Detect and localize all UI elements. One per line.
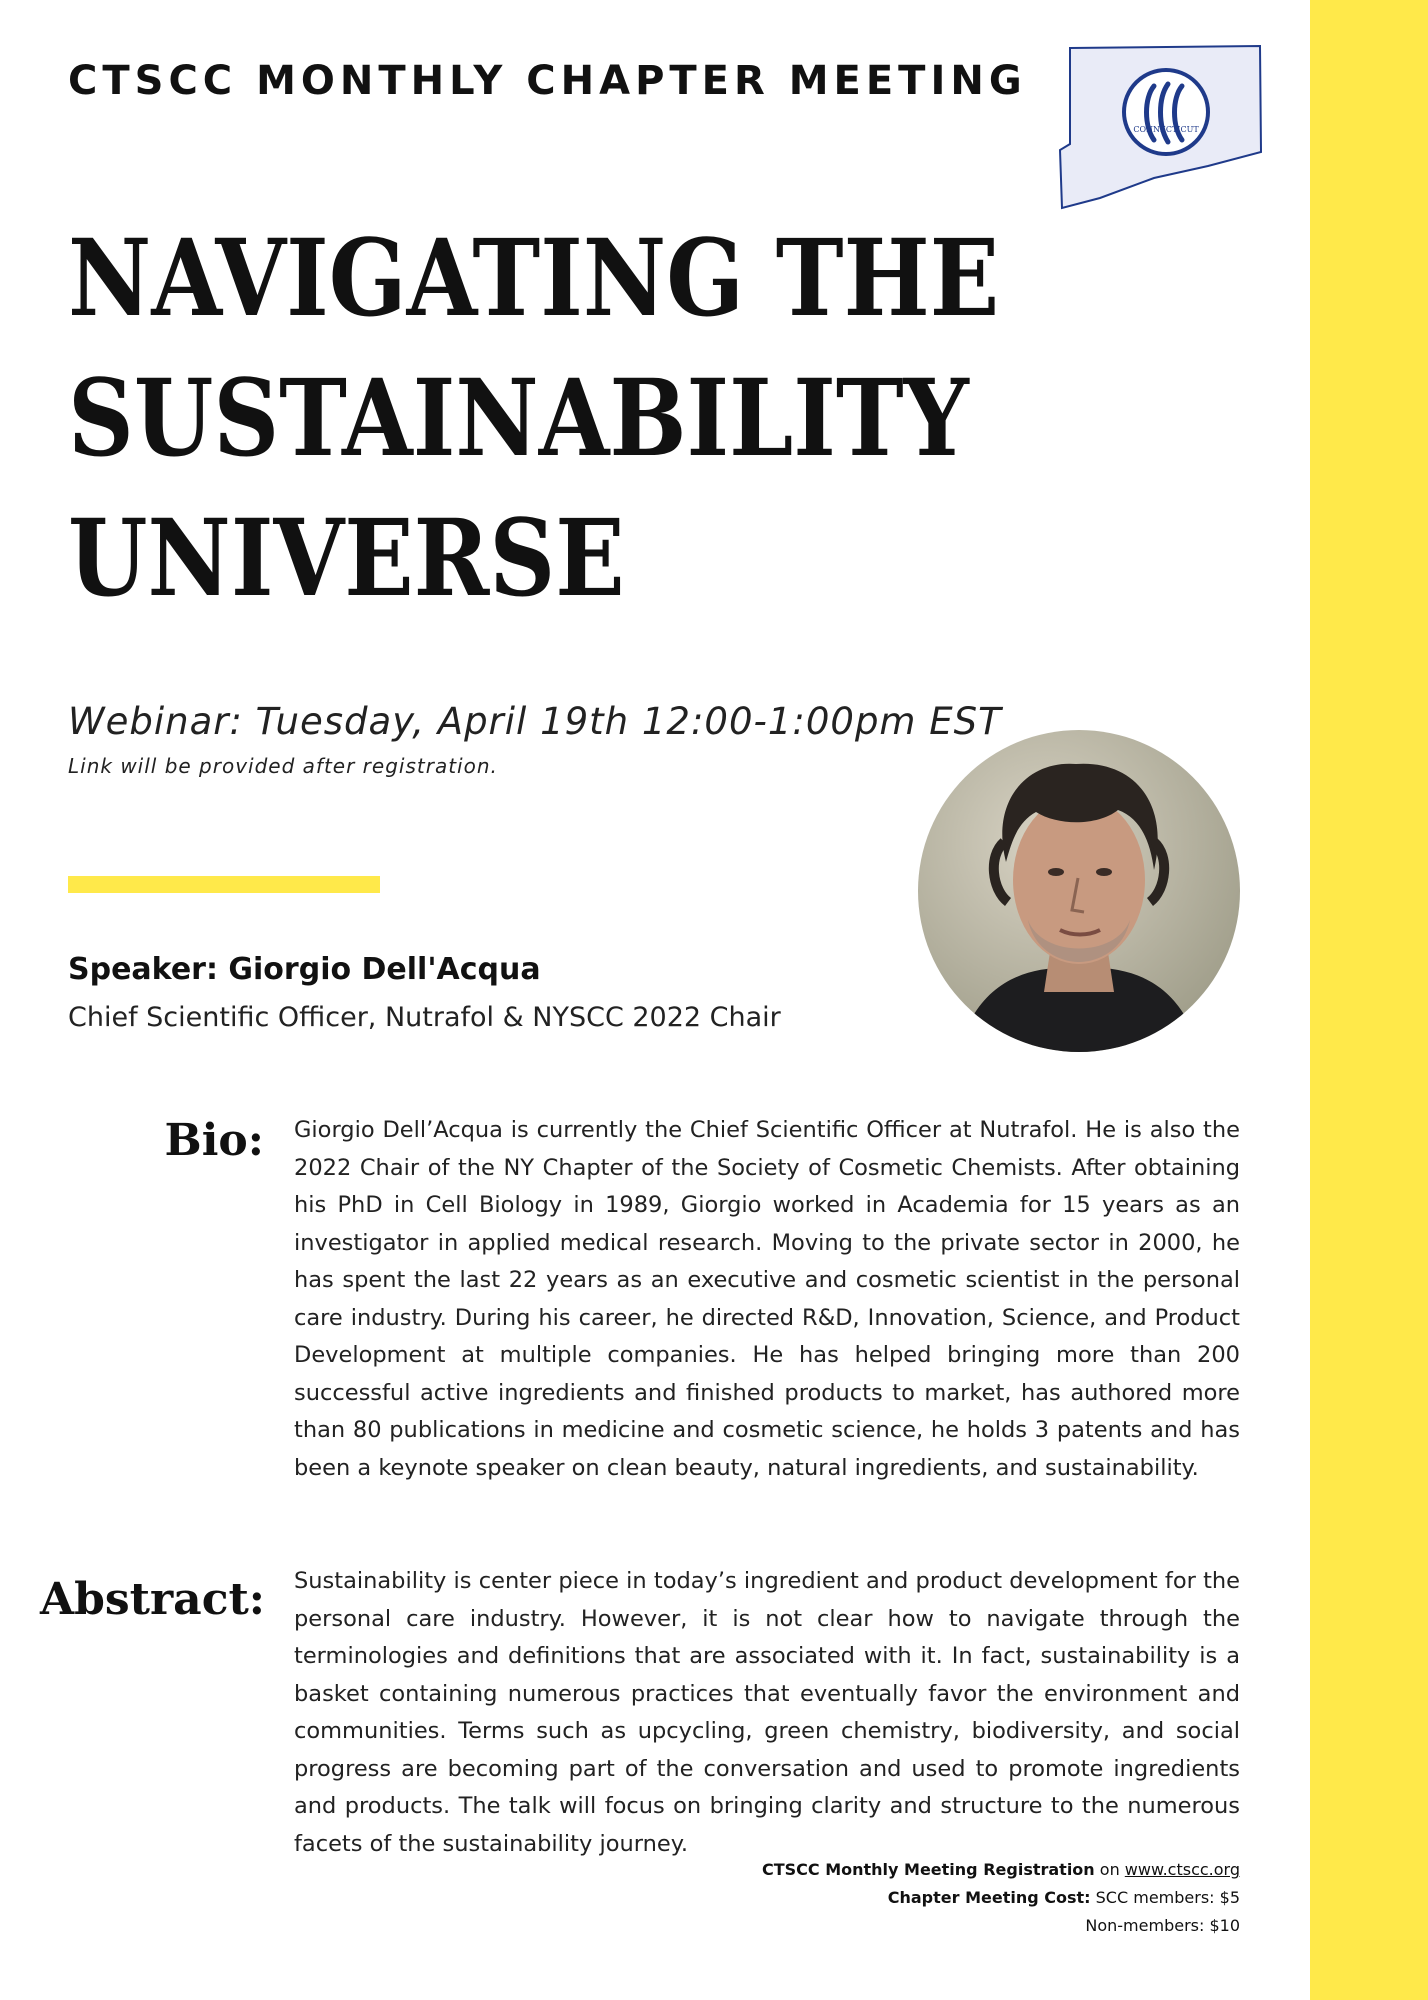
cost-nonmembers: Non-members: $10 bbox=[1085, 1916, 1240, 1935]
ctscc-logo bbox=[1058, 40, 1268, 210]
speaker-photo bbox=[918, 730, 1240, 1052]
page-title bbox=[68, 208, 1083, 628]
title-line-2: SUSTAINABILITY bbox=[68, 355, 969, 480]
cost-line bbox=[540, 1888, 1240, 1907]
title-line-3: UNIVERSE bbox=[68, 495, 625, 620]
registration-link-note: Link will be provided after registration. bbox=[68, 754, 498, 778]
cost-members: SCC members: $5 bbox=[1090, 1888, 1240, 1907]
yellow-side-bar bbox=[1310, 0, 1428, 2000]
logo-text: CONNECTICUT bbox=[1133, 125, 1199, 134]
meeting-kicker: CTSCC MONTHLY CHAPTER MEETING bbox=[68, 58, 1027, 104]
title-line-1: NAVIGATING THE bbox=[68, 215, 1000, 340]
registration-link[interactable]: www.ctscc.org bbox=[1124, 1860, 1240, 1879]
speaker-role: Chief Scientific Officer, Nutrafol & NYSCC 2022 Chair bbox=[68, 1002, 781, 1033]
abstract-text: Sustainability is center piece in today’s ingredient and product development for the personal care industry. However, it is not clear how to navigate through the terminologies and definitions that are associated with it. In fact, sustainability is a basket containing numerous practices that eventually favor the environment and communities. Terms such as upcycling, green chemistry, biodiversity, and social progress are becoming part of the conversation and used to promote ingredients and products. The talk will focus on bringing clarity and structure to the numerous facets of the sustainability journey. bbox=[294, 1568, 1240, 1857]
registration-label: CTSCC Monthly Meeting Registration bbox=[761, 1860, 1095, 1879]
bio-text: Giorgio Dell’Acqua is currently the Chief Scientific Officer at Nutrafol. He is also the 2022 Chair of the NY Chapter of the Society of Cosmetic Chemists. After obtaining his PhD in Cell Biology in 1989, Giorgio worked in Academia for 15 years as an investigator in applied medical research. Moving to the private sector in 2000, he has spent the last 22 years as an executive and cosmetic scientist in the personal care industry. During his career, he directed R&D, Innovation, Science, and Product Development at multiple companies. He has helped bringing more than 200 successful active ingredients and finished products to market, has authored more than 80 publications in medicine and cosmetic science, he holds 3 patents and has been a keynote speaker on clean beauty, natural ingredients, and sustainability. bbox=[294, 1117, 1240, 1481]
speaker-name: Speaker: Giorgio Dell'Acqua bbox=[68, 952, 541, 987]
registration-on: on bbox=[1094, 1860, 1125, 1879]
yellow-divider bbox=[68, 876, 380, 893]
webinar-datetime: Webinar: Tuesday, April 19th 12:00-1:00pm EST bbox=[68, 700, 1002, 743]
bio-label: Bio: bbox=[164, 1115, 264, 1166]
cost-label: Chapter Meeting Cost: bbox=[887, 1888, 1091, 1907]
abstract-label: Abstract: bbox=[40, 1574, 266, 1625]
registration-line bbox=[540, 1860, 1240, 1879]
